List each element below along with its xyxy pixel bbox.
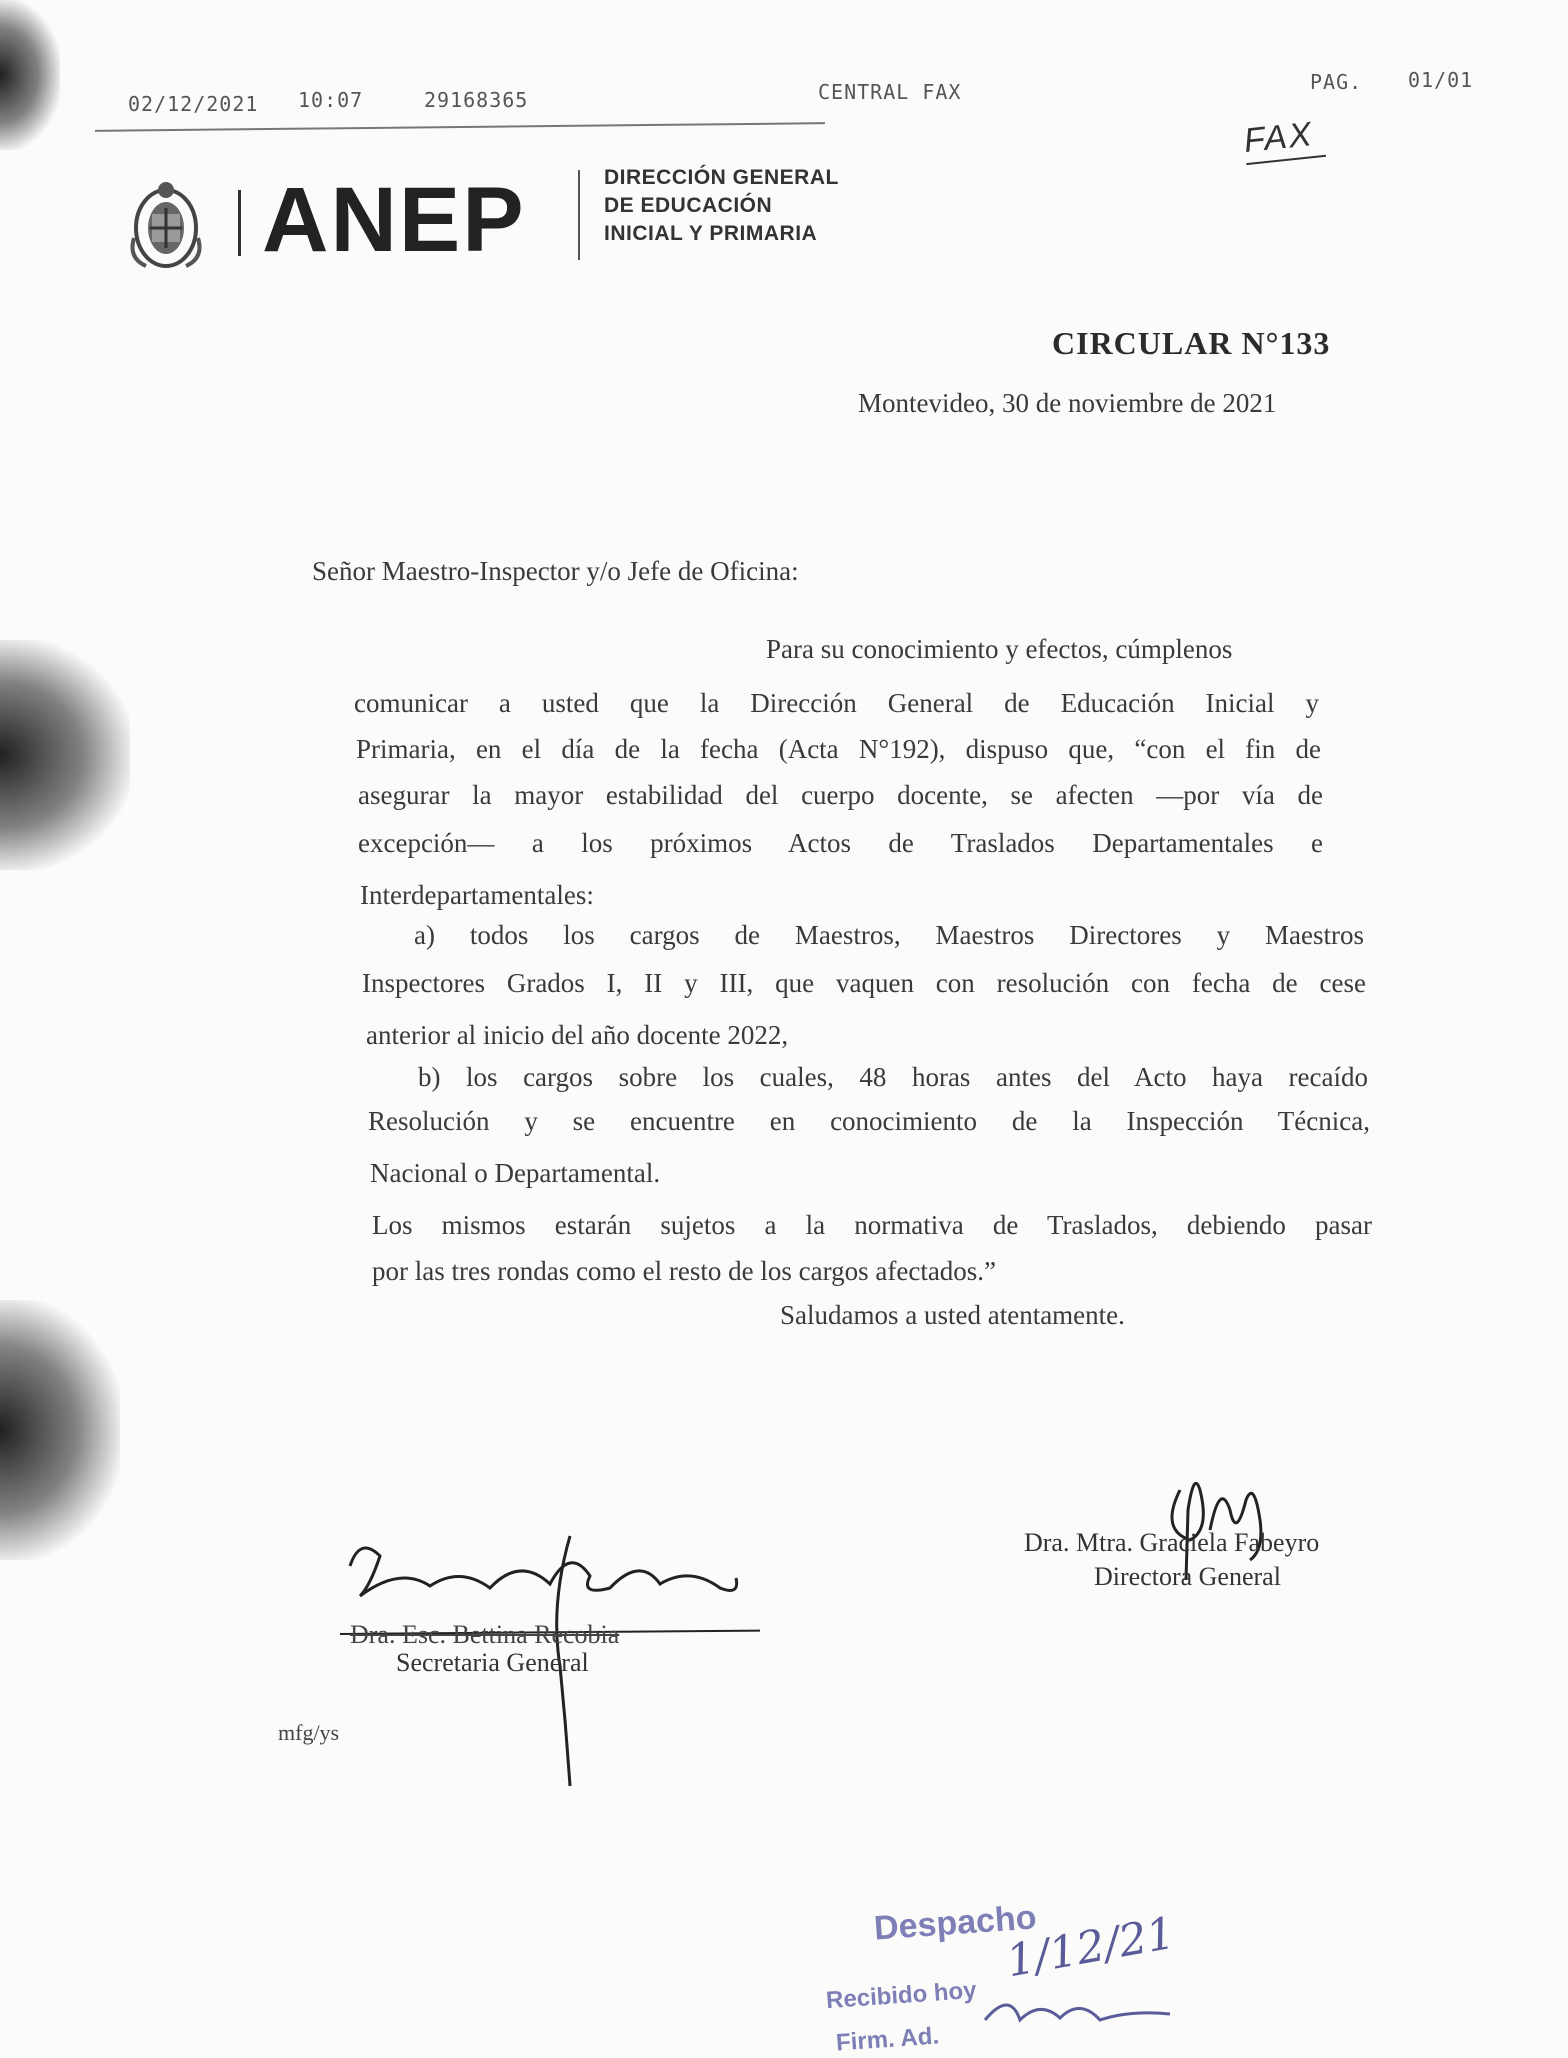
letterhead-divider (578, 170, 580, 260)
stamp-title: Despacho (872, 1898, 1038, 1948)
closing-line-1: Los mismos estarán sujetos a la normativa de Traslados, debiendo pasar (372, 1210, 1372, 1240)
stamp-received-label: Recibido hoy (825, 1976, 978, 2015)
fax-time: 10:07 (298, 88, 364, 112)
body-line-5: excepción— a los próximos Actos de Traslados Departamentales e (358, 828, 1323, 858)
body-line-1: Para su conocimiento y efectos, cúmplenos (766, 634, 1233, 664)
stamp-signature-label: Firm. Ad. (835, 2022, 940, 2057)
reference-initials: mfg/ys (278, 1720, 340, 1745)
directorate-name: DIRECCIÓN GENERAL DE EDUCACIÓN INICIAL Y PRIMARIA (604, 166, 839, 245)
fax-header-underline (95, 122, 825, 132)
fax-page-label: PAG. (1310, 70, 1363, 94)
stamp-handwritten-date: 1/12/21 (1002, 1907, 1179, 1988)
item-b-line-2: Resolución y se encuentre en conocimiento de la Inspección Técnica, (368, 1106, 1370, 1136)
date-line: Montevideo, 30 de noviembre de 2021 (858, 388, 1277, 418)
circular-title: CIRCULAR N°133 (1052, 325, 1331, 361)
scan-smudge-lower (0, 1300, 120, 1560)
body-line-4: asegurar la mayor estabilidad del cuerpo docente, se afecten —por vía de (358, 780, 1323, 810)
body-line-3: Primaria, en el día de la fecha (Acta N°192), dispuso que, “con el fin de (356, 734, 1321, 764)
left-signer-title: Secretaria General (396, 1648, 589, 1677)
item-b-line-1: b) los cargos sobre los cuales, 48 horas antes del Acto haya recaído (418, 1062, 1368, 1092)
item-a-line-3: anterior al inicio del año docente 2022, (366, 1020, 789, 1050)
right-signer-title: Directora General (1094, 1562, 1281, 1591)
scan-smudge-top (0, 0, 60, 150)
fax-page-value: 01/01 (1408, 68, 1474, 92)
anep-logo: ANEP (262, 169, 526, 271)
fax-date: 02/12/2021 (128, 92, 259, 116)
right-signer-name: Dra. Mtra. Graciela Fabeyro (1024, 1528, 1320, 1557)
closing-line-2: por las tres rondas como el resto de los cargos afectados.” (372, 1256, 997, 1286)
received-stamp (820, 1890, 1180, 2057)
body-line-2: comunicar a usted que la Dirección General de Educación Inicial y (354, 688, 1319, 718)
scan-smudge-middle (0, 640, 130, 870)
left-signer-name: Dra. Esc. Bettina Recobia (350, 1620, 620, 1649)
salutation: Señor Maestro-Inspector y/o Jefe de Oficina: (312, 556, 799, 586)
fax-number: 29168365 (424, 88, 529, 112)
logo-divider (238, 190, 241, 256)
body-line-6: Interdepartamentales: (360, 880, 594, 910)
greeting: Saludamos a usted atentamente. (780, 1300, 1125, 1330)
stamp-handwritten-scribble (980, 1990, 1180, 2045)
coat-of-arms-icon (126, 178, 206, 272)
fax-center: CENTRAL FAX (818, 80, 962, 104)
handwritten-fax: FAX (1242, 114, 1326, 165)
item-a-line-2: Inspectores Grados I, II y III, que vaquen con resolución con fecha de cese (362, 968, 1366, 998)
item-a-line-1: a) todos los cargos de Maestros, Maestros Directores y Maestros (414, 920, 1364, 950)
item-b-line-3: Nacional o Departamental. (370, 1158, 661, 1188)
